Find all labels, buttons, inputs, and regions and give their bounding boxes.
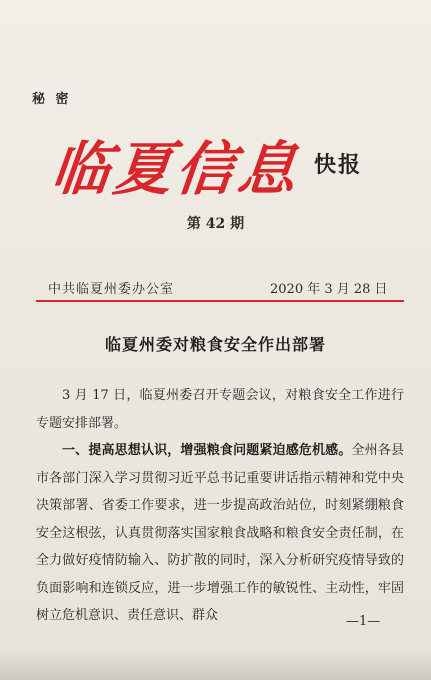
page-bottom-shadow [0, 648, 431, 680]
masthead-subtitle: 快报 [314, 152, 363, 178]
classification-label: 秘 密 [32, 92, 72, 107]
paragraph-2 [36, 437, 404, 630]
red-divider-rule [36, 300, 404, 302]
paragraph-2-heading: 一、提高思想认识，增强粮食问题紧迫感危机感。 [62, 443, 352, 458]
issuer: 中共临夏州委办公室 [48, 282, 175, 297]
article-body [36, 382, 404, 630]
page-number: —1— [346, 614, 381, 629]
issue-number: 第 42 期 [186, 216, 245, 232]
article-headline: 临夏州委对粮食安全作出部署 [104, 335, 326, 354]
masthead-title: 临夏信息 [48, 135, 304, 203]
paragraph-1: 3 月 17 日，临夏州委召开专题会议，对粮食安全工作进行专题安排部署。 [36, 388, 404, 431]
masthead [48, 128, 392, 208]
issue-date: 2020 年 3 月 28 日 [270, 282, 388, 297]
paragraph-2-text: 全州各县市各部门深入学习贯彻习近平总书记重要讲话指示精神和党中央决策部署、省委工作要求，进一步提高政治站位，时刻紧绷粮食安全这根弦，认真贯彻落实国家粮食战略和粮食安全责任制，在全力做好疫情防输入、防扩散的同时，深入分析研究疫情导致的负面影响和连锁反应，进一步增强工作的敏锐性、主动性，牢固树立危机意识、责任意识、群众 [36, 443, 404, 623]
